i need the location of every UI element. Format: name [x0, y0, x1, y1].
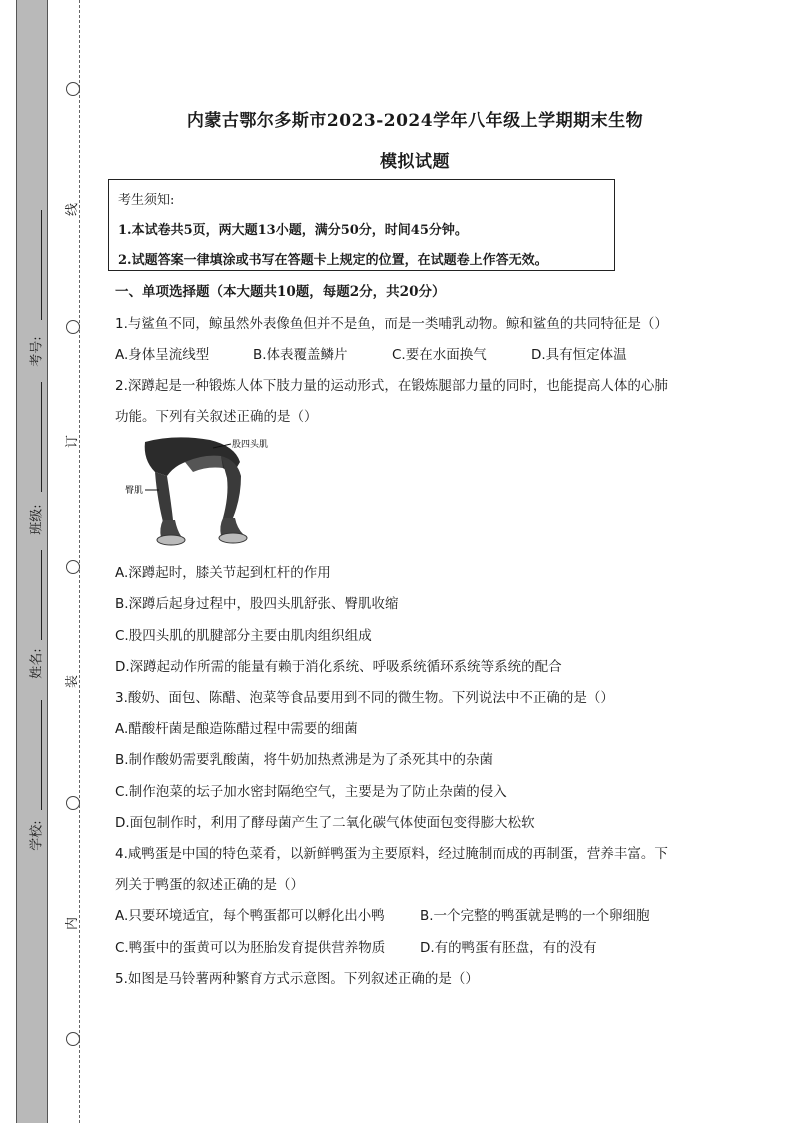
option-c[interactable]: C.鸭蛋中的蛋黄可以为胚胎发育提供营养物质	[115, 940, 386, 956]
question-2-stem-cont: 功能。下列有关叙述正确的是（）	[115, 409, 318, 425]
class-field[interactable]	[41, 382, 42, 492]
cut-line	[79, 0, 80, 1123]
notice-heading: 考生须知:	[118, 193, 175, 208]
binding-char-nei: 内	[65, 916, 81, 931]
option-a[interactable]: A.身体呈流线型	[115, 347, 210, 363]
binding-hole	[66, 560, 80, 574]
option-b[interactable]: B.制作酸奶需要乳酸菌，将牛奶加热煮沸是为了杀死其中的杂菌	[115, 752, 494, 768]
option-b[interactable]: B.一个完整的鸭蛋就是鸭的一个卵细胞	[420, 908, 650, 924]
question-5-stem: 5.如图是马铃薯两种繁育方式示意图。下列叙述正确的是（）	[115, 971, 479, 987]
option-a[interactable]: A.醋酸杆菌是酿造陈醋过程中需要的细菌	[115, 721, 358, 737]
question-1-stem: 1.与鲨鱼不同，鲸虽然外表像鱼但并不是鱼，而是一类哺乳动物。鲸和鲨鱼的共同特征是（）	[115, 316, 668, 332]
option-b[interactable]: B.深蹲后起身过程中，股四头肌舒张、臀肌收缩	[115, 596, 399, 612]
exam-number-field[interactable]	[41, 210, 42, 320]
option-d[interactable]: D.面包制作时，利用了酵母菌产生了二氧化碳气体使面包变得膨大松软	[115, 815, 535, 831]
binding-char-ding: 订	[65, 434, 81, 449]
figure-label-glute: 臀肌	[125, 486, 144, 496]
option-d[interactable]: D.有的鸭蛋有胚盘，有的没有	[420, 940, 597, 956]
option-c[interactable]: C.制作泡菜的坛子加水密封隔绝空气，主要是为了防止杂菌的侵入	[115, 784, 507, 800]
option-a[interactable]: A.只要环境适宜，每个鸭蛋都可以孵化出小鸭	[115, 908, 385, 924]
question-4-stem-cont: 列关于鸭蛋的叙述正确的是（）	[115, 877, 304, 893]
notice-item: 1.本试卷共5页，两大题13小题，满分50分，时间45分钟。	[118, 223, 468, 238]
squat-illustration	[115, 432, 285, 550]
school-label: 学校:	[29, 820, 45, 851]
binding-char-zhuang: 装	[65, 674, 81, 689]
option-d[interactable]: D.具有恒定体温	[531, 347, 627, 363]
page-title: 内蒙古鄂尔多斯市2023-2024学年八年级上学期期末生物	[186, 111, 644, 131]
question-4-stem: 4.咸鸭蛋是中国的特色菜肴，以新鲜鸭蛋为主要原料，经过腌制而成的再制蛋，营养丰富。下	[115, 846, 668, 862]
binding-hole	[66, 1032, 80, 1046]
binding-strip	[16, 0, 48, 1123]
binding-hole	[66, 320, 80, 334]
option-d[interactable]: D.深蹲起动作所需的能量有赖于消化系统、呼吸系统循环系统等系统的配合	[115, 659, 562, 675]
binding-hole	[66, 82, 80, 96]
binding-char-xian: 线	[65, 202, 81, 217]
exam-notice-box	[108, 179, 615, 271]
name-field[interactable]	[41, 550, 42, 640]
question-3-stem: 3.酸奶、面包、陈醋、泡菜等食品要用到不同的微生物。下列说法中不正确的是（）	[115, 690, 614, 706]
squat-figure	[115, 432, 285, 550]
section-heading: 一、单项选择题（本大题共10题，每题2分，共20分）	[115, 284, 446, 300]
option-a[interactable]: A.深蹲起时，膝关节起到杠杆的作用	[115, 565, 331, 581]
school-field[interactable]	[41, 700, 42, 810]
class-label: 班级:	[29, 504, 45, 535]
option-b[interactable]: B.体表覆盖鳞片	[253, 347, 348, 363]
binding-hole	[66, 796, 80, 810]
name-label: 姓名:	[29, 648, 45, 679]
exam-number-label: 考号:	[29, 336, 45, 367]
figure-label-quadriceps: 股四头肌	[232, 440, 269, 450]
question-2-stem: 2.深蹲起是一种锻炼人体下肢力量的运动形式，在锻炼腿部力量的同时，也能提高人体的心肺	[115, 378, 668, 394]
page-subtitle: 模拟试题	[380, 152, 450, 172]
option-c[interactable]: C.股四头肌的肌腱部分主要由肌肉组织组成	[115, 628, 372, 644]
notice-item: 2.试题答案一律填涂或书写在答题卡上规定的位置，在试题卷上作答无效。	[118, 253, 548, 268]
option-c[interactable]: C.要在水面换气	[392, 347, 487, 363]
